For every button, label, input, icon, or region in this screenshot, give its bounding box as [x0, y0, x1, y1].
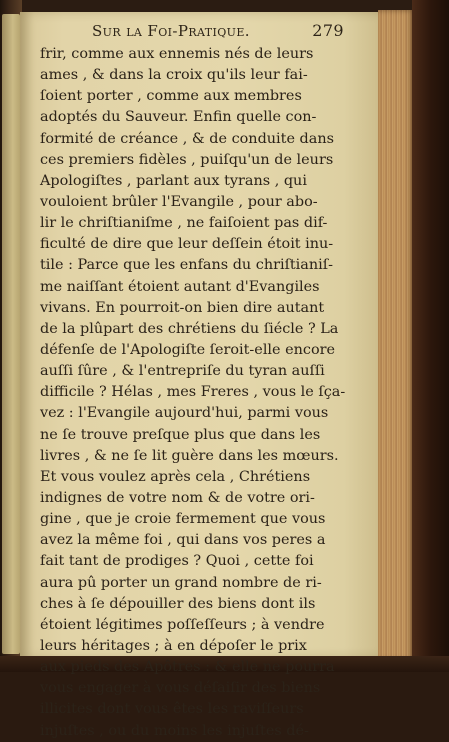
text-line: avez la même foi , qui dans vos peres a: [40, 532, 326, 549]
text-line: adoptés du Sauveur. Enfin quelle con-: [40, 109, 317, 126]
text-line: Apologiſtes , parlant aux tyrans , qui: [40, 172, 307, 189]
running-title: Sur la Foi-Pratique.: [92, 22, 250, 40]
text-line: livres , & ne ſe lit guère dans les mœurs.: [40, 447, 339, 464]
text-line: difficile ? Hélas , mes Freres , vous le ſça-: [40, 384, 346, 401]
text-line: vivans. En pourroit-on bien dire autant: [40, 299, 325, 316]
text-line: gine , que je croie fermement que vous: [40, 511, 326, 528]
text-line: ficulté de dire que leur deſſein étoit inu-: [40, 236, 334, 253]
text-line: injuſtes , ou du moins les injuſtes dé-: [40, 722, 309, 739]
facing-page-edge: [2, 14, 20, 654]
text-line: vez : l'Evangile aujourd'hui, parmi vous: [40, 405, 329, 422]
running-head: [58, 20, 368, 42]
text-line: tile : Parce que les enfans du chriſtianiſ-: [40, 257, 333, 274]
text-line: me naiſſant étoient autant d'Evangiles: [40, 278, 320, 295]
text-line: indignes de votre nom & de votre ori-: [40, 489, 315, 506]
text-line: Et vous voulez après cela , Chrétiens: [40, 468, 311, 485]
text-line: lir le chriſtianiſme , ne faiſoient pas dif-: [40, 215, 328, 232]
text-line: auſſi ſûre , & l'entrepriſe du tyran auſſi: [40, 363, 325, 380]
text-line: ches à ſe dépouiller des biens dont ils: [40, 595, 316, 612]
right-binding: [412, 0, 449, 672]
text-line: étoient légitimes poſſeſſeurs ; à vendre: [40, 616, 325, 633]
text-line: aux pieds des Apôtres : & elle ne pourra: [40, 659, 335, 676]
text-line: vouloient brûler l'Evangile , pour abo-: [40, 193, 318, 210]
text-line: ſoient porter , comme aux membres: [40, 88, 302, 105]
text-line: ces premiers fidèles , puiſqu'un de leurs: [40, 151, 334, 168]
text-line: de la plûpart des chrétiens du ſiécle ? La: [40, 320, 339, 337]
text-line: frir, comme aux ennemis nés de leurs: [40, 46, 314, 62]
text-line: leurs héritages ; à en dépoſer le prix: [40, 637, 307, 654]
text-line: illicites dont vous êtes les raviſſeurs: [40, 701, 304, 718]
page-number: 279: [312, 21, 344, 40]
text-line: défenſe de l'Apologiſte ſeroit-elle encore: [40, 341, 336, 358]
text-line: aura pû porter un grand nombre de ri-: [40, 574, 322, 591]
text-line: formité de créance , & de conduite dans: [40, 130, 334, 147]
text-line: vous engager à vous déſaiſir des biens: [40, 680, 321, 697]
text-line: ne ſe trouve preſque plus que dans les: [40, 426, 321, 443]
page-block-edges: [378, 10, 414, 660]
text-line: ames , & dans la croix qu'ils leur fai-: [40, 67, 308, 84]
text-line: fait tant de prodiges ? Quoi , cette foi: [40, 553, 314, 570]
body-text: [40, 44, 370, 742]
